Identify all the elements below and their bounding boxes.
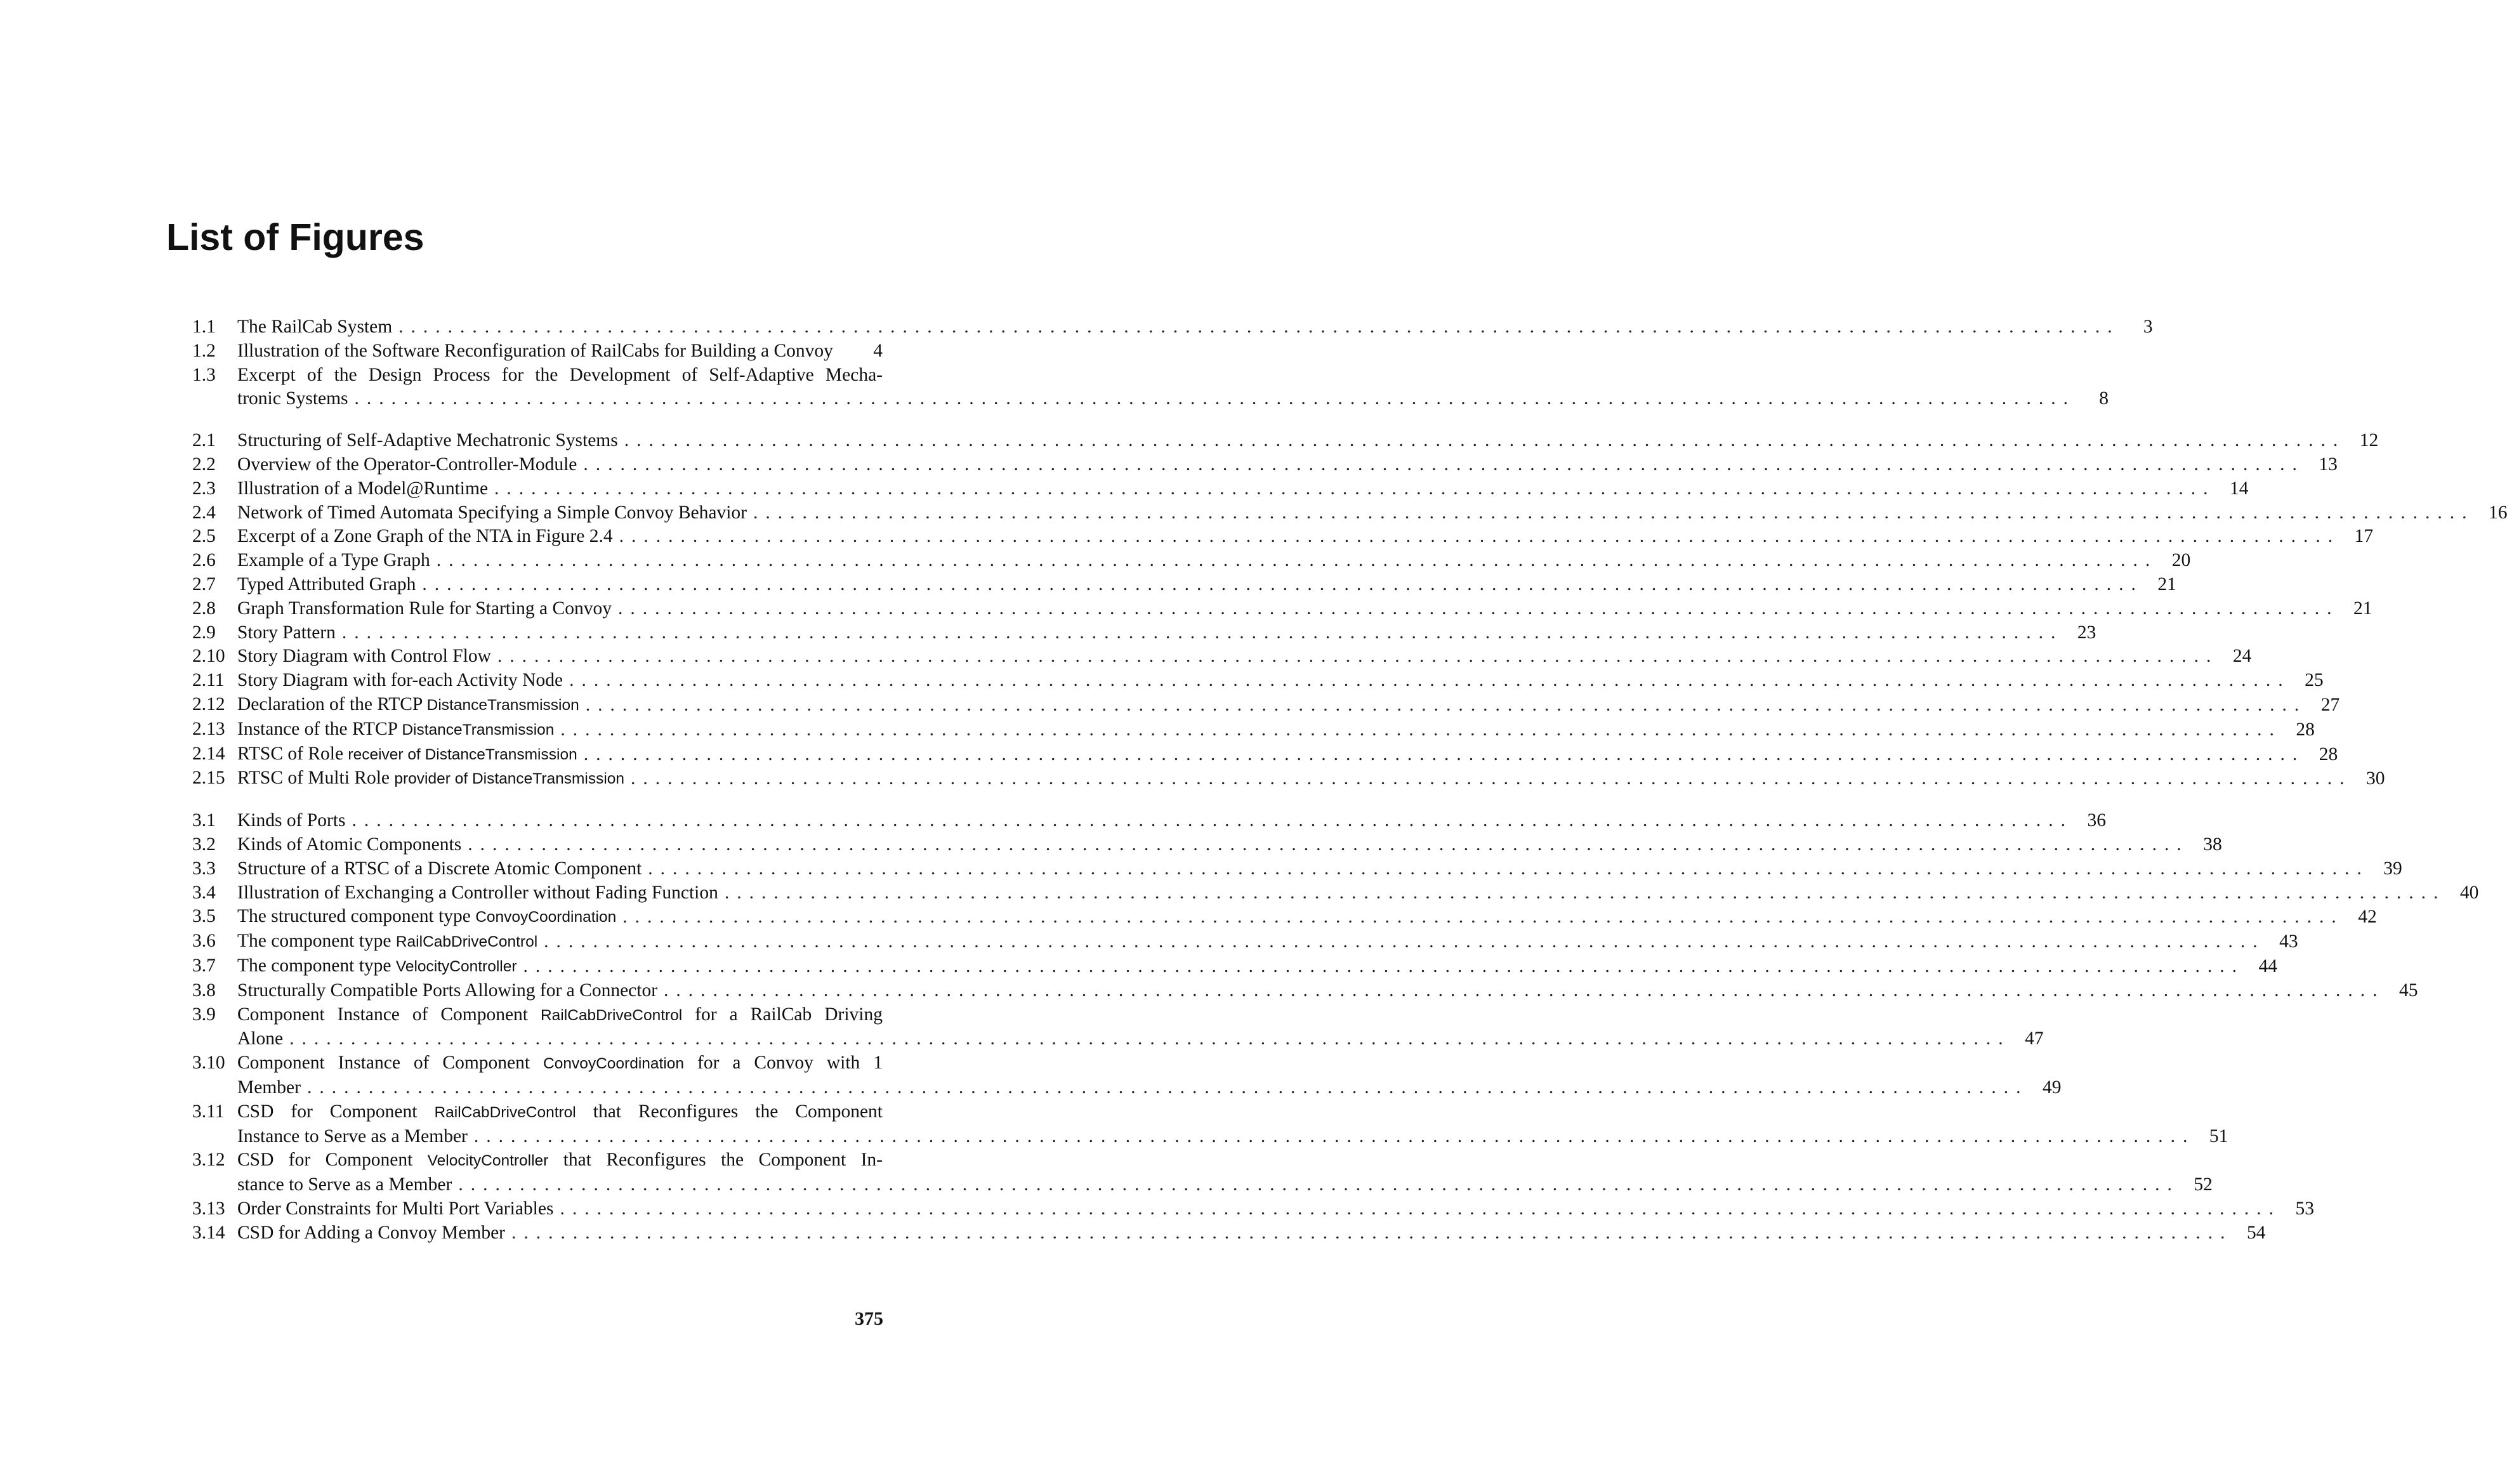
figure-number: 3.3 bbox=[192, 858, 216, 879]
entry-title bbox=[237, 929, 537, 954]
entry-title-part: Declaration of the RTCP bbox=[237, 693, 427, 714]
figure-number: 2.5 bbox=[192, 526, 216, 547]
figure-entry-body bbox=[237, 1100, 2228, 1149]
figure-entry bbox=[192, 339, 883, 364]
entry-title-part: of bbox=[450, 770, 472, 788]
entry-title-line bbox=[237, 645, 2252, 669]
entry-title-line bbox=[237, 364, 883, 388]
figure-entry bbox=[192, 693, 2340, 718]
entry-title-line bbox=[237, 1173, 2213, 1197]
entry-title bbox=[237, 1027, 283, 1051]
entry-title bbox=[237, 905, 616, 929]
page-ref: 36 bbox=[2087, 810, 2106, 831]
entry-title-part: that Reconfigures the Component bbox=[576, 1101, 883, 1122]
page-ref: 49 bbox=[2042, 1077, 2062, 1098]
entry-title-part: Excerpt of the Design Process for the Development of Self-Adaptive Mecha- bbox=[237, 364, 883, 385]
figure-entry-body bbox=[237, 1051, 2062, 1100]
entry-title-part: Story Diagram with for-each Activity Node bbox=[237, 670, 563, 691]
entry-title-part: CSD for Adding a Convoy Member bbox=[237, 1222, 505, 1243]
page-ref: 23 bbox=[2077, 622, 2096, 643]
entry-title bbox=[237, 742, 577, 767]
entry-title-line bbox=[237, 1125, 2228, 1149]
figure-entry bbox=[192, 364, 2109, 412]
dot-leader: ............................................................................................................................................ bbox=[511, 1222, 2233, 1243]
entry-title-part: DistanceTransmission bbox=[424, 745, 577, 763]
figure-entry-body bbox=[237, 833, 2222, 857]
figure-number: 2.11 bbox=[192, 670, 225, 691]
figure-entry-body bbox=[237, 693, 2340, 718]
figure-entry-body bbox=[237, 525, 2374, 549]
chapter-group bbox=[192, 315, 2153, 411]
entry-title-line bbox=[237, 954, 2277, 979]
entry-title-part: RailCabDriveControl bbox=[434, 1103, 576, 1121]
page-ref: 16 bbox=[2488, 502, 2507, 523]
entry-title-part: Kinds of Ports bbox=[237, 810, 346, 831]
entry-title-part: Component Instance of Component bbox=[237, 1004, 541, 1025]
dot-leader: ............................................................................................................................................ bbox=[583, 454, 2305, 475]
page-ref: 21 bbox=[2353, 598, 2372, 619]
figure-entry-body bbox=[237, 881, 2479, 905]
page-ref: 39 bbox=[2383, 858, 2402, 879]
entry-title-line bbox=[237, 549, 2191, 573]
figure-entry-body bbox=[237, 621, 2096, 645]
page-ref: 53 bbox=[2295, 1198, 2314, 1219]
page-ref: 44 bbox=[2258, 955, 2277, 976]
page-ref: 12 bbox=[2359, 430, 2379, 451]
figure-entry bbox=[192, 549, 2191, 573]
entry-title-part: CSD for Component bbox=[237, 1101, 435, 1122]
figure-number: 3.14 bbox=[192, 1222, 225, 1243]
entry-title-line bbox=[237, 669, 2324, 693]
figure-entry bbox=[192, 905, 2377, 929]
dot-leader: ............................................................................................................................................ bbox=[624, 430, 2346, 451]
page-ref: 21 bbox=[2157, 574, 2176, 594]
entry-title-part: for a RailCab Driving bbox=[682, 1004, 883, 1025]
entry-title-part: DistanceTransmission bbox=[402, 721, 555, 739]
figure-entry bbox=[192, 315, 2153, 339]
entry-title bbox=[237, 549, 430, 573]
dot-leader: ............................................................................................................................................ bbox=[664, 980, 2385, 1001]
dot-leader: ............................................................................................................................................ bbox=[619, 526, 2341, 547]
entry-title bbox=[237, 339, 833, 364]
entry-title bbox=[237, 525, 613, 549]
page-ref: 30 bbox=[2366, 768, 2385, 789]
figure-entry bbox=[192, 881, 2479, 905]
dot-leader: ............................................................................................................................................ bbox=[436, 550, 2158, 571]
entry-title-part: RTSC of Multi Role bbox=[237, 768, 395, 789]
entry-title-line bbox=[237, 1197, 2314, 1221]
figure-entry bbox=[192, 979, 2418, 1003]
entry-title-line bbox=[237, 1221, 2266, 1245]
entry-title-part: Component Instance of Component bbox=[237, 1053, 544, 1074]
entry-title-part: for a Convoy with 1 bbox=[684, 1053, 883, 1074]
entry-title bbox=[237, 621, 336, 645]
entry-title-part: that Reconfigures the Component In- bbox=[548, 1150, 883, 1171]
figure-entry bbox=[192, 1148, 2213, 1197]
dot-leader: ............................................................................................................................................ bbox=[523, 955, 2244, 976]
page-ref: 8 bbox=[2099, 388, 2109, 409]
figure-entry-body bbox=[237, 1197, 2314, 1221]
figure-entry-body bbox=[237, 954, 2277, 979]
entry-title-part: Graph Transformation Rule for Starting a Convoy bbox=[237, 598, 612, 619]
figure-number: 1.1 bbox=[192, 317, 216, 337]
entry-title-line bbox=[237, 525, 2374, 549]
dot-leader: ............................................................................................................................................ bbox=[398, 317, 2120, 337]
figure-number: 2.15 bbox=[192, 768, 225, 789]
dot-leader: ............................................................................................................................................ bbox=[631, 768, 2352, 789]
dot-leader: ............................................................................................................................................ bbox=[724, 882, 2446, 903]
figure-number: 3.8 bbox=[192, 980, 216, 1001]
page-ref: 47 bbox=[2025, 1028, 2044, 1049]
entry-title-part: stance to Serve as a Member bbox=[237, 1174, 452, 1195]
figure-entry-body bbox=[237, 979, 2418, 1003]
entry-title-part: Order Constraints for Multi Port Variables bbox=[237, 1198, 554, 1219]
entry-title-part: The structured component type bbox=[237, 906, 476, 927]
entry-title-line bbox=[237, 1076, 2062, 1100]
figure-entry bbox=[192, 621, 2096, 645]
figure-number: 3.10 bbox=[192, 1053, 225, 1074]
entry-title-line bbox=[237, 339, 883, 364]
figure-entry bbox=[192, 742, 2338, 767]
dot-leader: ............................................................................................................................................ bbox=[354, 388, 2076, 409]
entry-title-part: The component type bbox=[237, 931, 396, 952]
figure-entry-body bbox=[237, 718, 2315, 742]
entry-title-line bbox=[237, 573, 2176, 597]
figure-entry bbox=[192, 929, 2298, 954]
entry-title bbox=[237, 669, 563, 693]
entry-title-part: RTSC of Role bbox=[237, 743, 348, 764]
page-ref: 51 bbox=[2209, 1126, 2228, 1146]
figure-entry-body bbox=[237, 429, 2379, 453]
figure-entry bbox=[192, 525, 2374, 549]
entry-title bbox=[237, 453, 577, 477]
entry-title-part: ConvoyCoordination bbox=[475, 909, 617, 926]
figure-number: 3.9 bbox=[192, 1004, 216, 1025]
page-ref: 54 bbox=[2247, 1222, 2266, 1243]
page-number: 375 bbox=[855, 1308, 883, 1329]
entry-title-part: VelocityController bbox=[427, 1152, 549, 1170]
entry-title-part: of bbox=[403, 745, 425, 763]
entry-title-part: CSD for Component bbox=[237, 1150, 428, 1171]
dot-leader: ............................................................................................................................................ bbox=[468, 834, 2189, 855]
dot-leader: ............................................................................................................................................ bbox=[622, 907, 2344, 928]
entry-title-line bbox=[237, 1027, 2044, 1051]
entry-title-part: RailCabDriveControl bbox=[395, 933, 538, 951]
entry-title-line bbox=[237, 621, 2096, 645]
figure-entry-body bbox=[237, 477, 2249, 501]
page-ref: 28 bbox=[2319, 744, 2338, 765]
entry-title-line bbox=[237, 1051, 883, 1076]
figure-entry-body bbox=[237, 549, 2191, 573]
figure-number: 3.12 bbox=[192, 1150, 225, 1171]
dot-leader: ............................................................................................................................................ bbox=[569, 670, 2291, 691]
figure-number: 1.3 bbox=[192, 364, 216, 385]
entry-title-part: Excerpt of a Zone Graph of the NTA in Figure 2.4 bbox=[237, 526, 613, 547]
figure-number: 3.11 bbox=[192, 1101, 225, 1122]
entry-title bbox=[237, 429, 618, 453]
entry-title-line bbox=[237, 809, 2106, 833]
dot-leader: ............................................................................................................................................ bbox=[617, 598, 2339, 619]
dot-leader: ............................................................................................................................................ bbox=[753, 502, 2475, 523]
chapter-group bbox=[192, 809, 2479, 1245]
entry-title-part: Alone bbox=[237, 1028, 284, 1049]
page-ref: 40 bbox=[2459, 882, 2479, 903]
entry-title bbox=[237, 881, 718, 905]
entry-title-part: The RailCab System bbox=[237, 317, 393, 337]
entry-title bbox=[237, 718, 554, 742]
entry-title bbox=[237, 809, 345, 833]
entry-title-part: VelocityController bbox=[395, 957, 517, 975]
entry-title bbox=[237, 1197, 553, 1221]
figure-number: 3.4 bbox=[192, 882, 216, 903]
figure-number: 3.1 bbox=[192, 810, 216, 831]
page-ref: 24 bbox=[2232, 646, 2252, 667]
entry-title-part: Overview of the Operator-Controller-Module bbox=[237, 454, 577, 475]
entry-title-line bbox=[237, 857, 2402, 881]
entry-title bbox=[237, 979, 657, 1003]
page-ref: 13 bbox=[2319, 454, 2338, 475]
figure-number: 2.1 bbox=[192, 430, 216, 451]
entry-title-line bbox=[237, 387, 2109, 411]
entry-title bbox=[237, 1125, 468, 1149]
dot-leader: ............................................................................................................................................ bbox=[352, 810, 2073, 831]
figure-entry-body bbox=[237, 339, 883, 364]
entry-title-line bbox=[237, 1003, 883, 1028]
figure-entry bbox=[192, 766, 2385, 791]
figure-number: 3.2 bbox=[192, 834, 216, 855]
entry-title-part: The component type bbox=[237, 955, 396, 976]
entry-title-line bbox=[237, 429, 2379, 453]
figure-number: 2.7 bbox=[192, 574, 216, 594]
entry-title-line bbox=[237, 742, 2338, 767]
figure-entry-body bbox=[237, 597, 2372, 621]
list-of-figures bbox=[192, 315, 2507, 1263]
entry-title-part: receiver bbox=[348, 745, 404, 763]
entry-title-line bbox=[237, 501, 2507, 525]
figure-entry bbox=[192, 857, 2402, 881]
entry-title bbox=[237, 954, 517, 979]
figure-entry bbox=[192, 669, 2324, 693]
dot-leader: ............................................................................................................................................ bbox=[289, 1028, 2011, 1049]
dot-leader: ............................................................................................................................................ bbox=[458, 1174, 2180, 1195]
figure-entry bbox=[192, 1100, 2228, 1149]
figure-number: 3.6 bbox=[192, 931, 216, 952]
figure-number: 2.4 bbox=[192, 502, 216, 523]
dot-leader: ............................................................................................................................................ bbox=[306, 1077, 2029, 1098]
entry-title-part: Structure of a RTSC of a Discrete Atomic Component bbox=[237, 858, 642, 879]
page-ref: 20 bbox=[2171, 550, 2191, 571]
figure-entry-body bbox=[237, 453, 2338, 477]
figure-entry-body bbox=[237, 857, 2402, 881]
page-ref: 17 bbox=[2354, 526, 2374, 547]
entry-title-line bbox=[237, 929, 2298, 954]
page-ref: 4 bbox=[873, 340, 883, 361]
entry-title-line bbox=[237, 315, 2153, 339]
figure-entry bbox=[192, 429, 2379, 453]
entry-title-part: Kinds of Atomic Components bbox=[237, 834, 462, 855]
dot-leader: ............................................................................................................................................ bbox=[341, 622, 2063, 643]
figure-entry bbox=[192, 1197, 2314, 1221]
figure-entry bbox=[192, 597, 2372, 621]
figure-entry-body bbox=[237, 1221, 2266, 1245]
entry-title-part: Instance of the RTCP bbox=[237, 718, 402, 739]
dot-leader: ............................................................................................................................................ bbox=[560, 719, 2282, 740]
figure-entry bbox=[192, 453, 2338, 477]
dot-leader: ............................................................................................................................................ bbox=[422, 574, 2143, 594]
chapter-group bbox=[192, 429, 2507, 791]
figure-entry-body bbox=[237, 809, 2106, 833]
entry-title bbox=[237, 477, 488, 501]
figure-entry bbox=[192, 645, 2252, 669]
entry-title bbox=[237, 1173, 452, 1197]
figure-number: 1.2 bbox=[192, 340, 216, 361]
figure-entry bbox=[192, 1221, 2266, 1245]
figure-entry-body bbox=[237, 905, 2377, 929]
entry-title-line bbox=[237, 597, 2372, 621]
entry-title-part: DistanceTransmission bbox=[471, 770, 625, 788]
figure-number: 2.10 bbox=[192, 646, 225, 667]
entry-title-part: DistanceTransmission bbox=[426, 696, 579, 714]
entry-title-line bbox=[237, 453, 2338, 477]
entry-title bbox=[237, 645, 491, 669]
entry-title-line bbox=[237, 477, 2249, 501]
figure-entry-body bbox=[237, 929, 2298, 954]
entry-title-line bbox=[237, 766, 2385, 791]
page-ref: 25 bbox=[2305, 670, 2324, 691]
entry-title-part: Story Pattern bbox=[237, 622, 336, 643]
entry-title-line bbox=[237, 905, 2377, 929]
figure-entry-body bbox=[237, 766, 2385, 791]
entry-title-part: provider bbox=[394, 770, 451, 788]
entry-title-line bbox=[237, 1148, 883, 1173]
figure-entry-body bbox=[237, 364, 2109, 412]
entry-title-part: tronic Systems bbox=[237, 388, 348, 409]
entry-title bbox=[237, 1221, 505, 1245]
dot-leader: ............................................................................................................................................ bbox=[494, 478, 2216, 499]
figure-number: 2.8 bbox=[192, 598, 216, 619]
entry-title-line bbox=[237, 833, 2222, 857]
figure-entry-body bbox=[237, 315, 2153, 339]
figure-entry-body bbox=[237, 742, 2338, 767]
entry-title bbox=[237, 857, 642, 881]
page-ref: 14 bbox=[2230, 478, 2249, 499]
entry-title-part: Story Diagram with Control Flow bbox=[237, 646, 491, 667]
entry-title-part: ConvoyCoordination bbox=[543, 1055, 685, 1073]
figure-entry bbox=[192, 1051, 2062, 1100]
page-ref: 27 bbox=[2320, 694, 2340, 715]
entry-title-part: Member bbox=[237, 1077, 301, 1098]
figure-entry-body bbox=[237, 501, 2507, 525]
dot-leader: ............................................................................................................................................ bbox=[583, 744, 2305, 765]
figure-entry-body bbox=[237, 645, 2252, 669]
dot-leader: ............................................................................................................................................ bbox=[648, 858, 2369, 879]
figure-number: 2.12 bbox=[192, 693, 225, 714]
figure-entry-body bbox=[237, 669, 2324, 693]
figure-entry bbox=[192, 477, 2249, 501]
entry-title bbox=[237, 573, 416, 597]
figure-entry-body bbox=[237, 1148, 2213, 1197]
entry-title-line bbox=[237, 718, 2315, 742]
page-title: List of Figures bbox=[166, 216, 424, 258]
entry-title bbox=[237, 387, 348, 411]
entry-title-part: Typed Attributed Graph bbox=[237, 574, 416, 594]
entry-title-part: Instance to Serve as a Member bbox=[237, 1126, 468, 1146]
figure-entry bbox=[192, 833, 2222, 857]
figure-number: 2.6 bbox=[192, 550, 216, 571]
figure-number: 2.3 bbox=[192, 478, 216, 499]
page-ref: 52 bbox=[2194, 1174, 2213, 1195]
entry-title-line bbox=[237, 693, 2340, 718]
entry-title bbox=[237, 597, 612, 621]
entry-title-part: Example of a Type Graph bbox=[237, 550, 430, 571]
dot-leader: ............................................................................................................................................ bbox=[585, 694, 2307, 715]
figure-entry bbox=[192, 718, 2315, 742]
entry-title-line bbox=[237, 979, 2418, 1003]
entry-title-line bbox=[237, 881, 2479, 905]
entry-title bbox=[237, 501, 747, 525]
entry-title bbox=[237, 1076, 301, 1100]
page-ref: 42 bbox=[2358, 907, 2377, 928]
page-ref: 3 bbox=[2143, 317, 2153, 337]
dot-leader: ............................................................................................................................................ bbox=[560, 1198, 2281, 1219]
entry-title bbox=[237, 693, 579, 718]
entry-title-part: RailCabDriveControl bbox=[540, 1006, 683, 1024]
entry-title-line bbox=[237, 1100, 883, 1125]
figure-entry bbox=[192, 809, 2106, 833]
entry-title bbox=[237, 833, 461, 857]
figure-entry bbox=[192, 501, 2507, 525]
figure-entry-body bbox=[237, 573, 2176, 597]
entry-title bbox=[237, 766, 624, 791]
figure-entry-body bbox=[237, 1003, 2044, 1052]
figure-number: 3.7 bbox=[192, 955, 216, 976]
dot-leader: ............................................................................................................................................ bbox=[544, 931, 2265, 952]
entry-title-part: Network of Timed Automata Specifying a Simple Convoy Behavior bbox=[237, 502, 747, 523]
figure-entry bbox=[192, 1003, 2044, 1052]
dot-leader: ............................................................................................................................................ bbox=[497, 646, 2219, 667]
page-ref: 43 bbox=[2279, 931, 2298, 952]
figure-entry bbox=[192, 954, 2277, 979]
page-ref: 38 bbox=[2203, 834, 2222, 855]
page-ref: 45 bbox=[2399, 980, 2418, 1001]
figure-number: 3.13 bbox=[192, 1198, 225, 1219]
figure-entry bbox=[192, 573, 2176, 597]
entry-title-part: Illustration of Exchanging a Controller without Fading Function bbox=[237, 882, 718, 903]
figure-number: 2.14 bbox=[192, 743, 225, 764]
figure-number: 2.9 bbox=[192, 622, 216, 643]
figure-number: 3.5 bbox=[192, 906, 216, 927]
entry-title-part: Structurally Compatible Ports Allowing for a Connector bbox=[237, 980, 658, 1001]
entry-title-part: Illustration of the Software Reconfiguration of RailCabs for Building a Convoy bbox=[237, 340, 833, 361]
figure-number: 2.2 bbox=[192, 454, 216, 475]
entry-title-part: Structuring of Self-Adaptive Mechatronic Systems bbox=[237, 430, 618, 451]
dot-leader: ............................................................................................................................................ bbox=[473, 1126, 2195, 1146]
figure-number: 2.13 bbox=[192, 718, 225, 739]
entry-title-part: Illustration of a Model@Runtime bbox=[237, 478, 489, 499]
entry-title bbox=[237, 315, 392, 339]
page-ref: 28 bbox=[2296, 719, 2315, 740]
